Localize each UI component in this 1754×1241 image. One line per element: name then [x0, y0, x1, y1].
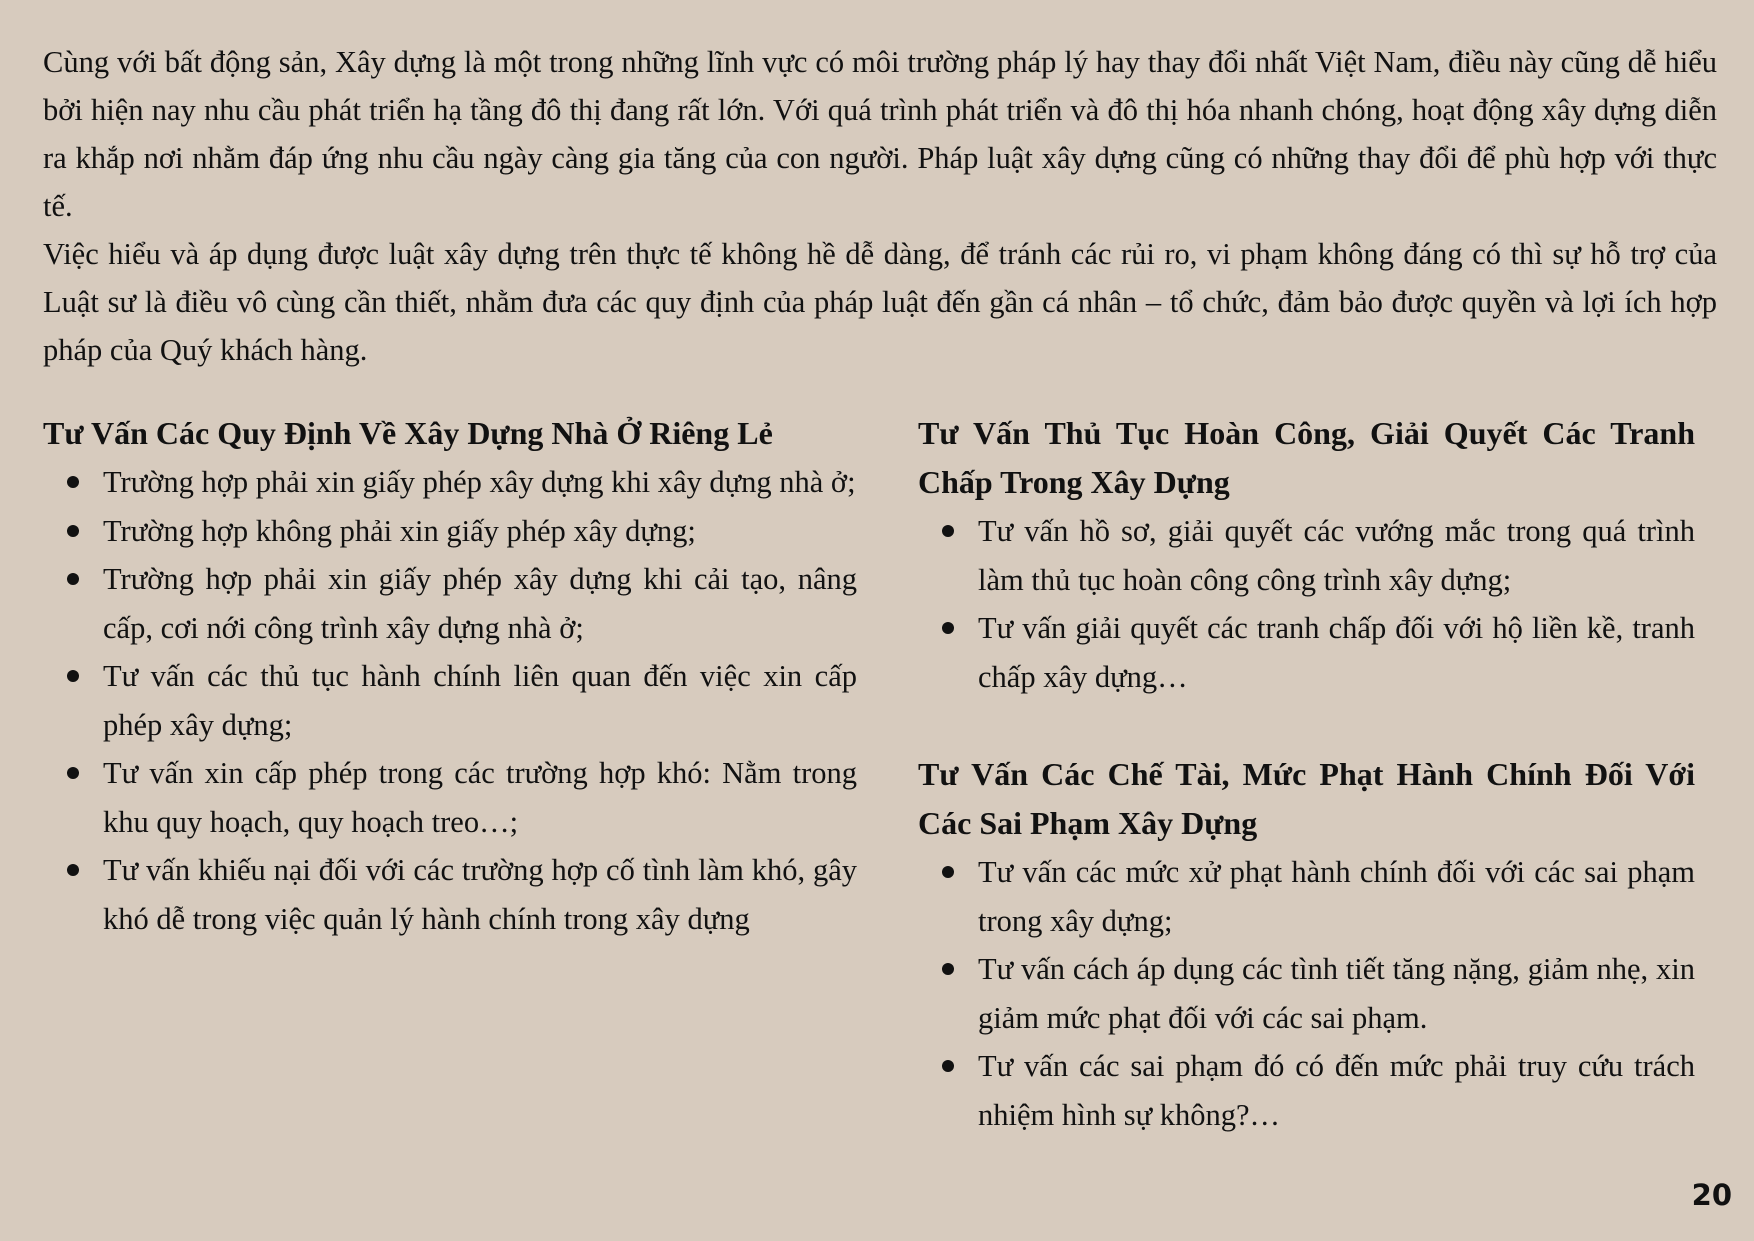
bullet-icon: [942, 963, 954, 975]
list-item: [918, 604, 1695, 701]
bullet-icon: [67, 767, 79, 779]
list-item: [918, 945, 1695, 1042]
list-item-text: Tư vấn khiếu nại đối với các trường hợp cố tình làm khó, gây khó dễ trong việc quản lý hành chính trong xây dựng: [103, 853, 857, 936]
section-heading: Tư Vấn Thủ Tục Hoàn Công, Giải Quyết Các Tranh Chấp Trong Xây Dựng: [918, 415, 1695, 500]
bullet-icon: [942, 866, 954, 878]
right-column: [918, 409, 1695, 1139]
list-item-text: Tư vấn xin cấp phép trong các trường hợp khó: Nằm trong khu quy hoạch, quy hoạch treo…;: [103, 756, 857, 839]
list-item: [43, 846, 857, 943]
list-item: [43, 652, 857, 749]
list-item-text: Tư vấn hồ sơ, giải quyết các vướng mắc trong quá trình làm thủ tục hoàn công công trình xây dựng;: [978, 514, 1695, 597]
bullet-list: [43, 458, 857, 943]
section-heading: Tư Vấn Các Quy Định Về Xây Dựng Nhà Ở Riêng Lẻ: [43, 415, 773, 451]
bullet-list: [918, 507, 1695, 701]
bullet-icon: [67, 864, 79, 876]
bullet-icon: [67, 670, 79, 682]
section-completion-disputes: [918, 409, 1695, 701]
intro-paragraph: Việc hiểu và áp dụng được luật xây dựng trên thực tế không hề dễ dàng, để tránh các rủi ro, vi phạm không đáng có thì sự hỗ trợ của Luật sư là điều vô cùng cần thiết, nhằm đưa các quy định của pháp luật đến gần cá nhân – tổ chức, đảm bảo được quyền và lợi ích hợp pháp của Quý khách hàng.: [43, 237, 1717, 367]
bullet-icon: [67, 573, 79, 585]
list-item: [43, 507, 857, 556]
list-item: [918, 1042, 1695, 1139]
bullet-icon: [67, 525, 79, 537]
list-item-text: Trường hợp không phải xin giấy phép xây dựng;: [103, 513, 696, 548]
bullet-icon: [942, 622, 954, 634]
section-spacer: [918, 701, 1695, 750]
list-item-text: Tư vấn các thủ tục hành chính liên quan đến việc xin cấp phép xây dựng;: [103, 659, 857, 742]
list-item: [918, 507, 1695, 604]
list-item-text: Trường hợp phải xin giấy phép xây dựng khi xây dựng nhà ở;: [103, 465, 856, 499]
section-residential-construction: [43, 409, 857, 943]
bullet-icon: [942, 525, 954, 537]
section-heading: Tư Vấn Các Chế Tài, Mức Phạt Hành Chính Đối Với Các Sai Phạm Xây Dựng: [918, 756, 1695, 841]
list-item-text: Tư vấn các mức xử phạt hành chính đối với các sai phạm trong xây dựng;: [978, 855, 1695, 938]
intro-text: [43, 38, 1717, 374]
list-item-text: Trường hợp phải xin giấy phép xây dựng khi cải tạo, nâng cấp, cơi nới công trình xây dựng nhà ở;: [103, 562, 857, 645]
bullet-icon: [942, 1060, 954, 1072]
list-item: [43, 555, 857, 652]
intro-paragraph: Cùng với bất động sản, Xây dựng là một trong những lĩnh vực có môi trường pháp lý hay thay đổi nhất Việt Nam, điều này cũng dễ hiểu bởi hiện nay nhu cầu phát triển hạ tầng đô thị đang rất lớn. Với quá trình phát triển và đô thị hóa nhanh chóng, hoạt động xây dựng diễn ra khắp nơi nhằm đáp ứng nhu cầu ngày càng gia tăng của con người. Pháp luật xây dựng cũng có những thay đổi để phù hợp với thực tế.: [43, 45, 1717, 223]
left-column: [43, 409, 857, 943]
list-item-text: Tư vấn giải quyết các tranh chấp đối với hộ liền kề, tranh chấp xây dựng…: [978, 611, 1695, 694]
list-item: [918, 848, 1695, 945]
page-number: 20: [1691, 1178, 1732, 1212]
list-item: [43, 749, 857, 846]
list-item: [43, 458, 857, 507]
section-penalties: [918, 750, 1695, 1139]
list-item-text: Tư vấn cách áp dụng các tình tiết tăng nặng, giảm nhẹ, xin giảm mức phạt đối với các sai phạm.: [978, 952, 1695, 1035]
list-item-text: Tư vấn các sai phạm đó có đến mức phải truy cứu trách nhiệm hình sự không?…: [978, 1049, 1695, 1132]
bullet-icon: [67, 476, 79, 488]
bullet-list: [918, 848, 1695, 1139]
